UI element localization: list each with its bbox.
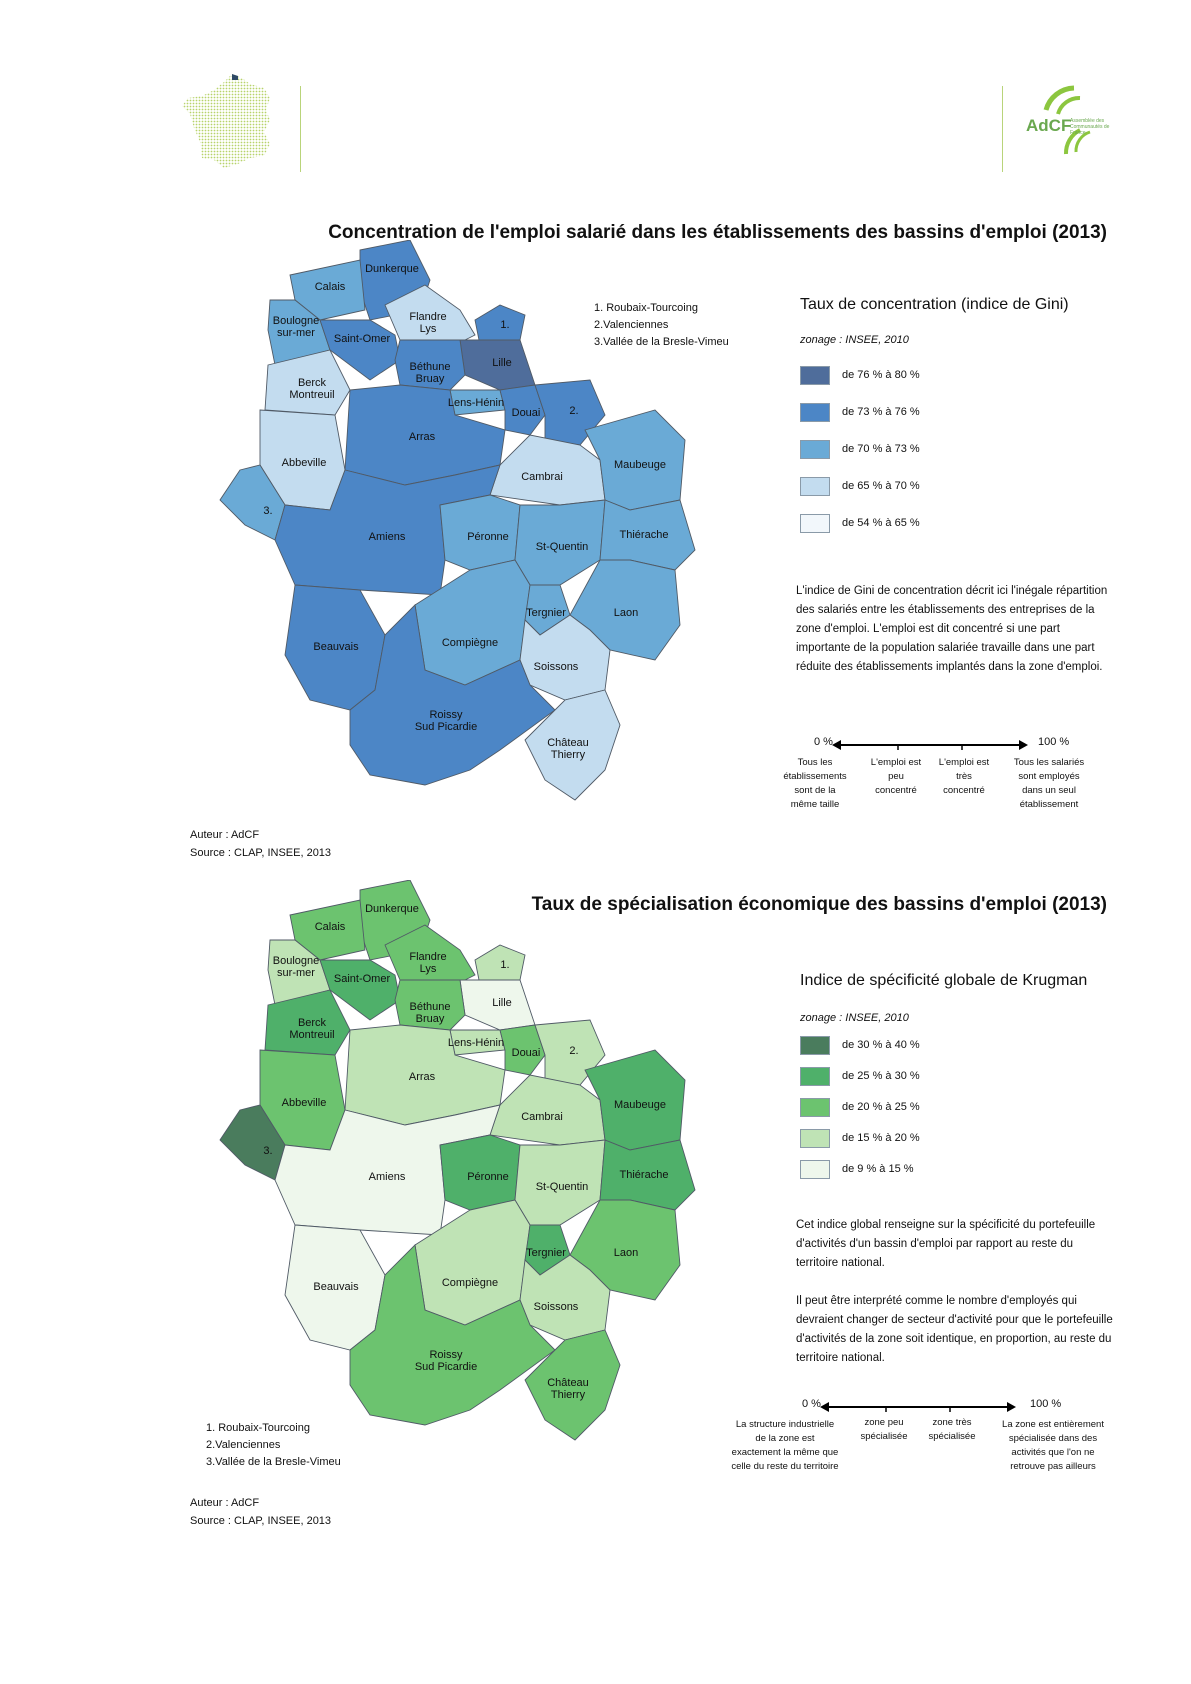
map2-label-peronne (467, 1171, 509, 1183)
map1-label-line: Tergnier (526, 607, 566, 619)
map1-label-line: Berck (297, 377, 327, 389)
map1-legend-swatch (800, 366, 830, 385)
map1-label-line: St-Quentin (535, 541, 589, 553)
map1-label-laon (614, 607, 638, 619)
map2-legend-label: de 15 % à 20 % (842, 1132, 920, 1144)
map2-label-line: Dunkerque (365, 903, 419, 915)
map2-zonage: zonage : INSEE, 2010 (800, 1012, 909, 1024)
map2-legend-label: de 9 % à 15 % (842, 1163, 914, 1175)
map1-label-line: Lens-Hénin (447, 397, 505, 409)
map1-label-line: Boulogne (272, 315, 320, 327)
map2-label-line: Bruay (415, 1013, 445, 1025)
map2-label-line: Calais (314, 921, 346, 933)
header-divider-left (300, 86, 301, 172)
map2-label-thierache (620, 1169, 669, 1181)
map1-label-cambrai (521, 471, 563, 483)
map1-label-line: Roissy (429, 709, 463, 721)
map2-label-dunkerque (365, 903, 419, 915)
map1-label-lille (492, 357, 512, 369)
map2-source: Source : CLAP, INSEE, 2013 (190, 1515, 332, 1527)
map1-scale-label-2: L'emploi est peu concentré (870, 757, 922, 796)
map1-label-line: Béthune (409, 361, 451, 373)
map1-scale-label-3: L'emploi est très concentré (938, 757, 990, 796)
map1-label-line: Compiègne (441, 637, 499, 649)
map1-label-line: Cambrai (521, 471, 563, 483)
map2-label-valenciennes (569, 1045, 578, 1057)
map2-label-line: 3. (263, 1145, 273, 1157)
map2-label-line: Amiens (368, 1171, 406, 1183)
map1-label-tergnier (526, 607, 566, 619)
map1-label-calais (315, 281, 346, 293)
france-dots-logo (180, 72, 280, 172)
map2-label-beauvais (313, 1281, 359, 1293)
map1-label-line: Abbeville (281, 457, 327, 469)
map2-svg (200, 880, 740, 1510)
map1-label-line: Soissons (533, 661, 579, 673)
map1-legend-swatch (800, 440, 830, 459)
map2-note-1: 1. Roubaix-Tourcoing (206, 1422, 310, 1434)
map1-region-cambrai (490, 435, 605, 505)
map2-credits (190, 1494, 331, 1530)
map2-scale-label-2: zone peu spécialisée (860, 1417, 908, 1442)
map2-label-line: Lille (492, 997, 512, 1009)
map1-note-2: 2.Valenciennes (594, 319, 669, 331)
map2-label-chateau (547, 1377, 589, 1401)
map2-author: Auteur : AdCF (190, 1497, 260, 1509)
map1-scale-label-1: Tous les établissements sont de la même taille (783, 757, 847, 810)
map2-label-maubeuge (614, 1099, 666, 1111)
map2-legend-swatch (800, 1160, 830, 1179)
map2-label-line: Berck (297, 1017, 327, 1029)
map2-region-cambrai (490, 1075, 605, 1145)
map1-label-line: 3. (263, 505, 273, 517)
map2-label-line: 2. (569, 1045, 579, 1057)
map1-label-line: 1. (500, 319, 510, 331)
map2-label-line: Flandre (409, 951, 447, 963)
map2-label-calais (315, 921, 346, 933)
map2-label-line: Compiègne (441, 1277, 499, 1289)
map1-scale-right: 100 % (1038, 736, 1070, 748)
map2-legend-swatch (800, 1036, 830, 1055)
map1-label-line: Sud Picardie (414, 721, 478, 733)
map1-label-line: Beauvais (313, 641, 359, 653)
map2-label-line: sur-mer (277, 967, 315, 979)
map1-label-maubeuge (614, 459, 666, 471)
map2-legend-label: de 25 % à 30 % (842, 1070, 920, 1082)
map2-scale-arrow (820, 1400, 1016, 1414)
map1-label-chateau (547, 737, 589, 761)
map2-label-line: Boulogne (272, 955, 320, 967)
map2-label-roubaix (500, 959, 509, 971)
map2-description-2: Il peut être interprété comme le nombre d'employés qui devraient changer de secteur d'activité pour que le portefeuille d'activités de la zone soit identique, en proportion, au reste du territoire national. (796, 1295, 1113, 1364)
map2-label-line: Soissons (533, 1301, 579, 1313)
map2-label-douai (512, 1047, 541, 1059)
map1-label-line: Lys (419, 323, 437, 335)
map2-label-cambrai (521, 1111, 563, 1123)
map2-title: Taux de spécialisation économique des bassins d'emploi (2013) (531, 894, 1107, 915)
map1-legend-label: de 73 % à 76 % (842, 406, 920, 418)
map2-label-tergnier (526, 1247, 566, 1259)
map2-label-line: Château (547, 1377, 589, 1389)
map1-legend-label: de 54 % à 65 % (842, 517, 920, 529)
map1-scale (780, 736, 1120, 826)
map2-label-stquentin (536, 1181, 589, 1193)
map1-legend-swatch (800, 514, 830, 533)
map1-label-line: Flandre (409, 311, 447, 323)
map1-label-lens (448, 397, 504, 409)
map2-label-boulogne (273, 955, 320, 979)
map1-scale-left: 0 % (814, 736, 833, 748)
map2-label-line: Arras (408, 1071, 436, 1083)
map1-legend-title: Taux de concentration (indice de Gini) (800, 296, 1069, 313)
map1-label-douai (512, 407, 541, 419)
map1-label-amiens (369, 531, 406, 543)
map2-legend-swatch (800, 1098, 830, 1117)
map2-label-line: Sud Picardie (414, 1361, 478, 1373)
map2-legend-label: de 20 % à 25 % (842, 1101, 920, 1113)
map1-label-line: Dunkerque (365, 263, 419, 275)
map1-label-line: Saint-Omer (333, 333, 391, 345)
map2-scale-label-1: La structure industrielle de la zone est exactement la même que celle du reste du territoire (731, 1419, 839, 1472)
map1-label-dunkerque (365, 263, 419, 275)
map2-label-abbeville (282, 1097, 327, 1109)
map2-label-soissons (534, 1301, 579, 1313)
map2-label-line: Thierry (550, 1389, 586, 1401)
map1-label-line: Amiens (368, 531, 406, 543)
map2-scale-label-4: La zone est entièrement spécialisée dans des activités que l'on ne retrouve pas ailleurs (1002, 1419, 1104, 1472)
map1-label-line: Thierry (550, 749, 586, 761)
map2-legend-label: de 30 % à 40 % (842, 1039, 920, 1051)
map2-label-line: Laon (613, 1247, 639, 1259)
map1-title: Concentration de l'emploi salarié dans les établissements des bassins d'emploi (2013) (328, 222, 1107, 243)
map1-legend-label: de 65 % à 70 % (842, 480, 920, 492)
map2-scale-left: 0 % (802, 1398, 821, 1410)
map2-label-line: Douai (511, 1047, 541, 1059)
header-divider-right (1002, 86, 1003, 172)
map1-notes (594, 300, 729, 351)
map1-label-line: Arras (408, 431, 436, 443)
map1-credits (190, 826, 331, 862)
map2-label-arras (409, 1071, 436, 1083)
map2-notes (206, 1420, 341, 1471)
map1-author: Auteur : AdCF (190, 829, 260, 841)
map2-label-amiens (369, 1171, 406, 1183)
map2-label-line: Montreuil (289, 1029, 335, 1041)
adcf-logo (1022, 80, 1112, 166)
map1-label-line: Maubeuge (614, 459, 666, 471)
map2-label-saintomer (334, 973, 391, 985)
map1-label-line: Laon (613, 607, 639, 619)
map1-source: Source : CLAP, INSEE, 2013 (190, 847, 332, 859)
map1-scale-arrow (832, 738, 1028, 752)
map2-label-bethune (410, 1001, 451, 1025)
map1-label-abbeville (282, 457, 327, 469)
map1-note-1: 1. Roubaix-Tourcoing (594, 302, 698, 314)
map2-legend-swatch (800, 1129, 830, 1148)
map1-label-line: Péronne (467, 531, 509, 543)
map2-note-3: 3.Vallée de la Bresle-Vimeu (206, 1456, 341, 1468)
map2-label-line: 1. (500, 959, 510, 971)
map2-label-line: Tergnier (526, 1247, 566, 1259)
map1-label-beauvais (313, 641, 359, 653)
map2-label-line: St-Quentin (535, 1181, 589, 1193)
map2-label-line: Péronne (467, 1171, 509, 1183)
map1-label-roubaix (500, 319, 509, 331)
map2-legend-swatch (800, 1067, 830, 1086)
map1-note-3: 3.Vallée de la Bresle-Vimeu (594, 336, 729, 348)
map1-label-valenciennes (569, 405, 578, 417)
map2-label-line: Cambrai (521, 1111, 563, 1123)
map2-note-2: 2.Valenciennes (206, 1439, 281, 1451)
map2-description-1: Cet indice global renseigne sur la spécificité du portefeuille d'activités d'un bassin d'emploi par rapport au reste du territoire national. (796, 1219, 1096, 1269)
map2-label-line: Lens-Hénin (447, 1037, 505, 1049)
map2-scale-label-3: zone très spécialisée (928, 1417, 976, 1442)
map1-label-soissons (534, 661, 579, 673)
adcf-logo-subtitle: Assemblée des Communautés de France (1070, 118, 1110, 136)
map1-label-line: Bruay (415, 373, 445, 385)
map1-label-arras (409, 431, 436, 443)
map1-legend-swatch (800, 477, 830, 496)
map2-label-compiegne (442, 1277, 498, 1289)
map2-label-bresle (263, 1145, 272, 1157)
map1-legend-swatch (800, 403, 830, 422)
map1-label-line: Calais (314, 281, 346, 293)
map2-label-line: Saint-Omer (333, 973, 391, 985)
map1-label-stquentin (536, 541, 589, 553)
map1-label-peronne (467, 531, 509, 543)
map1-zonage: zonage : INSEE, 2010 (800, 334, 909, 346)
map1-label-bresle (263, 505, 272, 517)
map2-legend-title: Indice de spécificité globale de Krugman (800, 972, 1088, 989)
map2-label-line: Maubeuge (614, 1099, 666, 1111)
map2-scale-right: 100 % (1030, 1398, 1062, 1410)
map1-legend-label: de 76 % à 80 % (842, 369, 920, 381)
map2-label-line: Beauvais (313, 1281, 359, 1293)
map1-label-line: Lille (492, 357, 512, 369)
map1-label-boulogne (273, 315, 320, 339)
map1-label-line: Montreuil (289, 389, 335, 401)
map1-label-line: Château (547, 737, 589, 749)
map2-label-line: Béthune (409, 1001, 451, 1013)
map1-label-line: 2. (569, 405, 579, 417)
map1-label-thierache (620, 529, 669, 541)
map2-label-line: Roissy (429, 1349, 463, 1361)
map1-label-compiegne (442, 637, 498, 649)
map2-scale (730, 1398, 1120, 1508)
map1-label-line: sur-mer (277, 327, 315, 339)
map1-label-line: Thiérache (619, 529, 669, 541)
map1-label-bethune (410, 361, 451, 385)
france-dots-icon (180, 72, 280, 172)
adcf-logo-text: AdCF (1026, 116, 1072, 135)
map2-label-laon (614, 1247, 638, 1259)
map2-label-lens (448, 1037, 504, 1049)
map1-label-line: Douai (511, 407, 541, 419)
map1-legend-label: de 70 % à 73 % (842, 443, 920, 455)
map2-label-lille (492, 997, 512, 1009)
map2-label-line: Thiérache (619, 1169, 669, 1181)
map2-label-line: Lys (419, 963, 437, 975)
map1-description: L'indice de Gini de concentration décrit ici l'inégale répartition des salariés entre les établissements des entreprises de la zone d'emploi. L'emploi est dit concentré si une part importante de la population salariée travaille dans une part réduite des établissements implantés dans la zone d'emploi. (796, 585, 1108, 673)
map1-scale-label-4: Tous les salariés sont employés dans un seul établissement (1013, 757, 1085, 810)
map2-label-line: Abbeville (281, 1097, 327, 1109)
map1-label-saintomer (334, 333, 391, 345)
